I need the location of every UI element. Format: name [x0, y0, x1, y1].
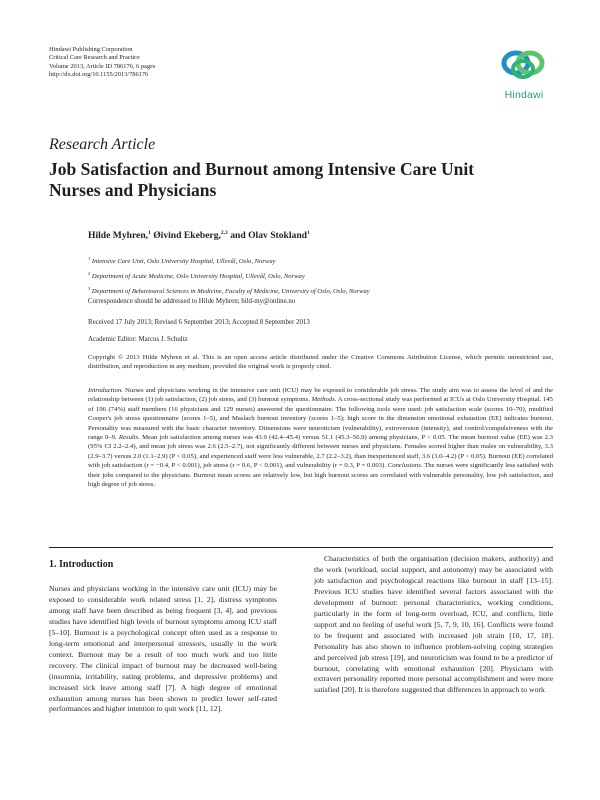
section-divider [49, 547, 553, 548]
doi-link[interactable]: http://dx.doi.org/10.1155/2013/786176 [49, 70, 149, 78]
author-name: Hilde Myhren, [88, 230, 149, 242]
affiliation-sup: 1 [88, 256, 91, 261]
publisher-name: Hindawi Publishing Corporation [49, 46, 133, 53]
hindawi-logo-mark-icon [496, 43, 552, 87]
abstract-label: Results. [118, 434, 140, 442]
author-list [88, 230, 310, 241]
abstract-text: Mean job satisfaction among nurses was 43.9 (42.4–45.4) versus 51.1 (45.3–56.9) among physicians, P < 0.05. The mean burnout value (EE) was 2.3 (95% CI 2.2–2.4), and mean job stress was 2.6 (2.5–2.7), not significantly different between nurses and physicians. Females scored higher than males on vulnerability, 3.3 (2.9–3.7) versus 2.0 (1.1–2.9) (P < 0.05), and experienced staff were less vulnerable, 2.7 (2.2–3.2), than inexperienced staff, 3.6 (3.0–4.2) (P < 0.05). Burnout (EE) correlated with job satisfaction (r = −0.4, P < 0.001), job stress (r = 0.6, P < 0.001), and vulnerability (r = 0.3, P = 0.003). [88, 434, 553, 470]
author-affil-sup: 2,3 [220, 230, 228, 236]
abstract-label: Conclusions. [387, 462, 423, 470]
received-dates: Received 17 July 2013; Revised 6 September 2013; Accepted 8 September 2013 [88, 319, 310, 326]
body-paragraph: Nurses and physicians working in the intensive care unit (ICU) may be exposed to considerable work related stress [1, 2], distress symptoms among staff have been described as being frequent [3, 4], and previous studies have identified high levels of burnout symptoms among ICU staff [5–10]. Burnout is a psychological concept often used as a response to long-term emotional and interpersonal stressors, usually in the work context. Burnout may be a result of too much work and too little recovery. The clinical impact of burnout may be decreased well-being (insomnia, irritability, eating problems, and depressive problems) and increased sick leave among staff [7]. A high degree of emotional exhaustion among nurses has been shown to predict lower self-rated performances and higher intention to quit work [11, 12]. [49, 584, 277, 714]
hindawi-logo-word: Hindawi [504, 89, 544, 101]
author-affil-sup: 1 [148, 230, 151, 236]
body-column-right [314, 554, 553, 696]
volume-info: Volume 2013, Article ID 786176, 6 pages [49, 62, 156, 70]
section-heading: 1. Introduction [49, 559, 114, 570]
author-name: Øivind Ekeberg, [153, 230, 221, 242]
copyright-notice: Copyright © 2013 Hilde Myhren et al. This is an open access article distributed under the Creative Commons Attribution License, which permits unrestricted use, distribution, and reproduction in any medium, provided the original work is properly cited. [88, 354, 553, 371]
correspondence-line: Correspondence should be addressed to Hilde Myhren; hild-my@online.no [88, 298, 296, 305]
abstract-label: Methods. [311, 396, 337, 404]
journal-name: Critical Care Research and Practice [49, 54, 140, 62]
affiliation-sup: 3 [88, 286, 91, 292]
article-type: Research Article [49, 136, 156, 153]
author-name: and Olav Stokland [230, 230, 307, 242]
body-column-left [49, 559, 277, 715]
affiliation-text: Department of Behavioural Sciences in Medicine, Faculty of Medicine, University of Oslo, Oslo, Norway [91, 288, 370, 296]
abstract-label: Introduction. [88, 387, 123, 394]
journal-header [49, 46, 155, 79]
article-title: Job Satisfaction and Burnout among Intensive Care Unit Nurses and Physicians [49, 159, 475, 200]
affiliation-list [88, 253, 558, 299]
abstract-text: A cross-sectional study was performed at ICUs at Oslo University Hospital. 145 of 196 (74%) staff members (16 physicians and 129 nurses) answered the questionnaire. The following tools were used: job satisfaction scale (scores 10–70), modified Cooper's job stress questionnaire (scores 1–5), and Maslach burnout inventory (scores 1–5); high score in the dimension emotional exhaustion (EE) indicates burnout. Personality was measured with the basic character inventory. Dimensions were neuroticism (vulnerability), extroversion (intensity), and control/compulsiveness with the range 0–9. [88, 396, 553, 442]
abstract-text: Nurses and physicians working in the intensive care unit (ICU) may be exposed to considerable job stress. The study aim was to assess the level of and the relationship between (1) job satisfaction, (2) job stress, and (3) burnout symptoms. [88, 387, 553, 404]
affiliation-item [88, 253, 558, 268]
author-affil-sup: 1 [307, 230, 310, 236]
affiliation-sup: 2 [88, 271, 91, 277]
affiliation-text: Intensive Care Unit, Oslo University Hospital, Ullevål, Oslo, Norway [91, 258, 276, 266]
affiliation-text: Department of Acute Medicine, Oslo University Hospital, Ullevål, Oslo, Norway [91, 273, 305, 281]
abstract-text: The nurses were significantly less satisfied with their jobs compared to the physicians. Burnout mean scores are relatively low, but high burnout scores are correlated with vulnerable personality, low job satisfaction, and high degree of job stress. [88, 462, 553, 489]
body-paragraph: Characteristics of both the organisation (decision makers, authority) and the work (workload, social support, and autonomy) may be associated with job satisfaction and psychological reactions like burnout in staff [13–15]. Previous ICU studies have identified several factors associated with the development of burnout: personal characteristics, working conditions, particularly in the form of long-term overload, ICU, and conflicts, little support and no feeling of useful work [5, 7, 9, 10, 16]. Conflicts were found to be frequent and associated with increased job strain [10, 17, 18]. Personality has also shown to influence problem-solving coping strategies and perceived job stress [19], and neuroticism was found to be a predictor of burnout, correlating with emotional exhaustion [20]. Physicians with extravert personality reported more personal accomplishment and were more satisfied [20]. It is therefore suggested that differences in approach to work [314, 554, 553, 695]
abstract [88, 386, 553, 489]
academic-editor: Academic Editor: Marcus J. Schultz [88, 336, 188, 343]
hindawi-logo [496, 43, 552, 105]
affiliation-item [88, 268, 558, 283]
